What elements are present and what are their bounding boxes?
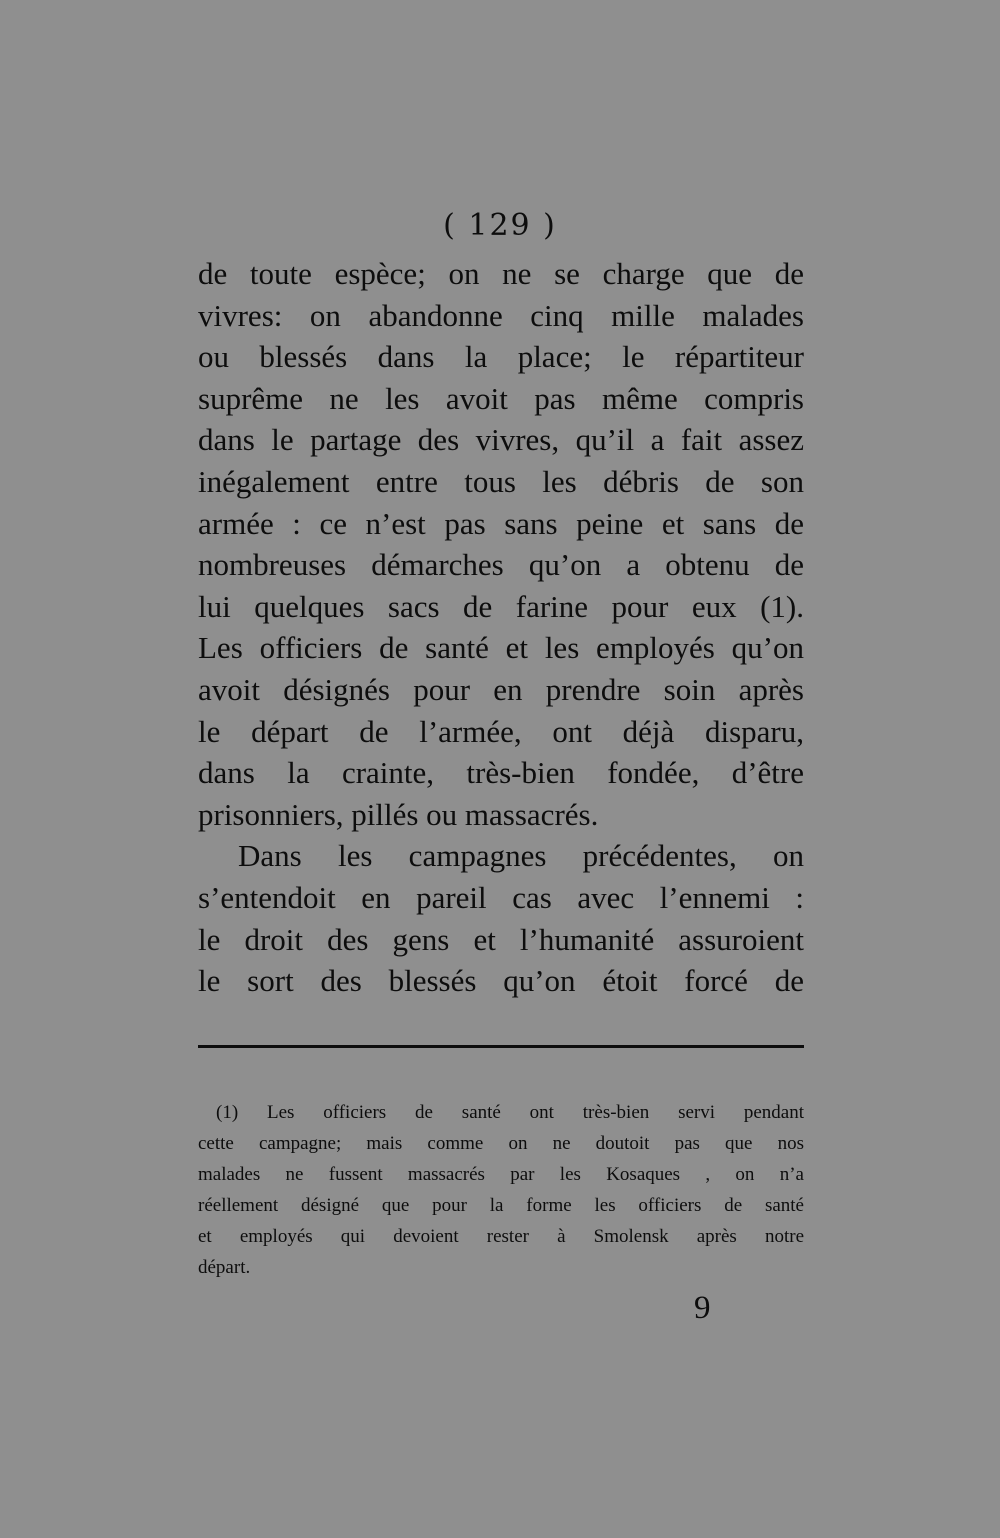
footnote-line: (1) Les officiers de santé ont très-bien servi pendant — [216, 1102, 804, 1123]
footnote-line: réellement désigné que pour la forme les officiers de santé — [198, 1195, 804, 1216]
footnote-line: départ. — [198, 1257, 251, 1278]
body-line: dans la crainte, très-bien fondée, d’être — [198, 755, 804, 791]
signature-mark: 9 — [694, 1290, 711, 1326]
body-line: le sort des blessés qu’on étoit forcé de — [198, 963, 804, 999]
body-line-paragraph-start: Dans les campagnes précédentes, on — [238, 838, 804, 874]
footnote-line: malades ne fussent massacrés par les Kosaques , on n’a — [198, 1164, 804, 1185]
body-line: ou blessés dans la place; le répartiteur — [198, 339, 804, 375]
body-line: s’entendoit en pareil cas avec l’ennemi : — [198, 879, 804, 915]
body-line: Les officiers de santé et les employés qu’on — [198, 630, 804, 666]
body-line: nombreuses démarches qu’on a obtenu de — [198, 547, 804, 583]
footnote-line: et employés qui devoient rester à Smolensk après notre — [198, 1226, 804, 1247]
body-line: le départ de l’armée, ont déjà disparu, — [198, 713, 804, 749]
body-line: armée : ce n’est pas sans peine et sans de — [198, 505, 804, 541]
body-line: de toute espèce; on ne se charge que de — [198, 256, 804, 291]
footnote-separator-rule — [198, 1045, 804, 1048]
body-line: vivres: on abandonne cinq mille malades — [198, 297, 804, 333]
body-text — [198, 253, 804, 1002]
footnote-line: cette campagne; mais comme on ne doutoit pas que nos — [198, 1133, 804, 1154]
body-line: avoit désignés pour en prendre soin après — [198, 671, 804, 707]
body-line: lui quelques sacs de farine pour eux (1). — [198, 588, 804, 624]
page-number: ( 129 ) — [443, 208, 557, 243]
body-line: le droit des gens et l’humanité assuroient — [198, 921, 804, 957]
body-line: dans le partage des vivres, qu’il a fait assez — [198, 422, 804, 458]
footnote — [198, 1097, 804, 1283]
body-line: prisonniers, pillés ou massacrés. — [198, 796, 599, 832]
body-line: inégalement entre tous les débris de son — [198, 463, 804, 499]
body-line: suprême ne les avoit pas même compris — [198, 380, 804, 416]
